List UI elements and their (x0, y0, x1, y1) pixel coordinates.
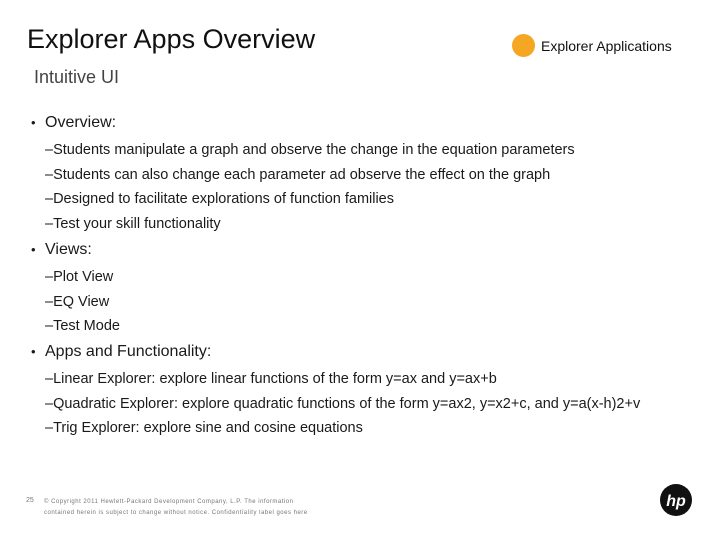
list-item: –EQ View (45, 293, 110, 310)
slide-title: Explorer Apps Overview (27, 24, 316, 54)
bullet-icon: • (31, 241, 36, 257)
hp-logo-graphic (659, 483, 693, 517)
hp-logo-icon (659, 483, 693, 522)
slide-body (31, 114, 681, 445)
slide-subtitle: Intuitive UI (34, 67, 120, 87)
legal-text-line: © Copyright 2011 Hewlett-Packard Development Company, L.P. The information (44, 499, 294, 505)
list-item: –Plot View (45, 268, 114, 285)
bullet-heading-text: Overview: (45, 114, 117, 131)
section-apps (31, 343, 681, 441)
bullet-heading-text: Views: (45, 240, 92, 258)
list-item: –Trig Explorer: explore sine and cosine equations (45, 420, 363, 437)
bullet-icon: • (31, 343, 36, 359)
list-item: –Linear Explorer: explore linear functions of the form y=ax and y=ax+b (45, 370, 497, 387)
list-item: –Students manipulate a graph and observe the change in the equation parameters (45, 142, 575, 158)
bullet-icon: • (31, 115, 36, 130)
list-item: –Test Mode (45, 318, 120, 335)
section-overview (31, 114, 681, 237)
list-item: –Quadratic Explorer: explore quadratic functions of the form y=ax2, y=x2+c, and y=a(x-h)2+v (45, 395, 641, 412)
bullet-heading (31, 241, 681, 259)
footer (26, 497, 316, 519)
list-item: –Designed to facilitate explorations of function families (45, 191, 394, 208)
bullet-heading (31, 343, 681, 361)
section-views (31, 241, 681, 339)
list-item: –Test your skill functionality (45, 216, 221, 233)
page-number: 25 (26, 497, 34, 504)
list-item: –Students can also change each parameter ad observe the effect on the graph (45, 166, 551, 183)
hp-logo-text: hp (666, 493, 686, 510)
section-tag-label: Explorer Applications (541, 37, 672, 54)
bullet-heading (31, 114, 681, 132)
bullet-heading-text: Apps and Functionality: (45, 342, 212, 360)
legal-text-line: contained herein is subject to change without notice. Confidentiality label goes here (44, 510, 308, 516)
orange-circle-icon (512, 34, 535, 57)
section-tag (512, 34, 672, 57)
